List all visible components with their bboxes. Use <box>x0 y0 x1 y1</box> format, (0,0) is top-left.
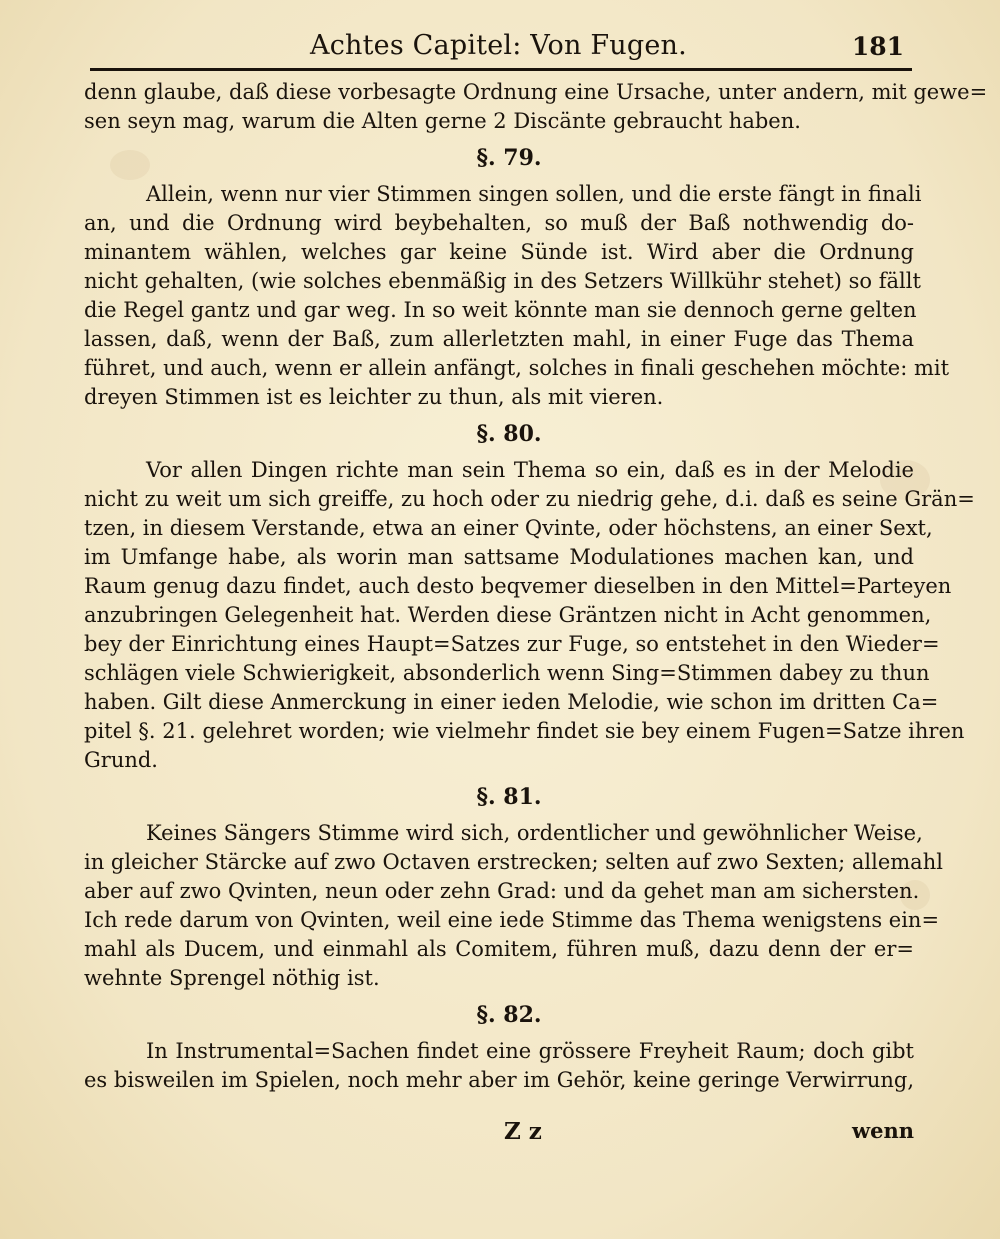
text-line: Vor allen Dingen richte man sein Thema so ein, daß es in der Melodie <box>146 458 914 482</box>
header-rule <box>90 68 912 71</box>
page-number: 181 <box>851 32 904 61</box>
section-number: §. 81. <box>476 784 542 810</box>
text-line: tzen, in diesem Verstande, etwa an einer Qvinte, oder höchstens, an einer Sext, <box>84 516 933 540</box>
running-title: Achtes Capitel: Von Fugen. <box>310 30 687 61</box>
catchword: wenn <box>852 1118 914 1143</box>
text-line: Ich rede darum von Qvinten, weil eine iede Stimme das Thema wenigstens ein= <box>84 908 940 932</box>
text-line: minantem wählen, welches gar keine Sünde ist. Wird aber die Ordnung <box>84 240 914 264</box>
text-line: nicht zu weit um sich greiffe, zu hoch oder zu niedrig gehe, d.i. daß es seine Grän= <box>84 487 975 511</box>
text-line: Raum genug dazu findet, auch desto beqvemer dieselben in den Mittel=Parteyen <box>84 574 952 598</box>
text-line: es bisweilen im Spielen, noch mehr aber im Gehör, keine geringe Verwirrung, <box>84 1068 914 1092</box>
text-line: an, und die Ordnung wird beybehalten, so muß der Baß nothwendig do- <box>84 211 914 235</box>
text-line: die Regel gantz und gar weg. In so weit könnte man sie dennoch gerne gelten <box>84 298 917 322</box>
text-line: aber auf zwo Qvinten, neun oder zehn Grad: und da gehet man am sichersten. <box>84 879 920 903</box>
text-line: pitel §. 21. gelehret worden; wie vielmehr findet sie bey einem Fugen=Satze ihren <box>84 719 965 743</box>
text-line: dreyen Stimmen ist es leichter zu thun, als mit vieren. <box>84 385 664 409</box>
text-line: führet, und auch, wenn er allein anfängt, solches in finali geschehen möchte: mit <box>84 356 950 380</box>
paragraph <box>84 180 950 412</box>
section-number: §. 79. <box>476 145 542 171</box>
section-number: §. 80. <box>476 421 542 447</box>
paragraph <box>84 78 988 136</box>
text-line: Grund. <box>84 748 158 772</box>
paragraph <box>84 456 975 775</box>
page-header <box>90 30 912 70</box>
text-line: lassen, daß, wenn der Baß, zum allerletzten mahl, in einer Fuge das Thema <box>84 327 914 351</box>
text-line: wehnte Sprengel nöthig ist. <box>84 966 380 990</box>
text-line: Allein, wenn nur vier Stimmen singen sollen, und die erste fängt in finali <box>146 182 922 206</box>
section-number: §. 82. <box>476 1002 542 1028</box>
text-line: in gleicher Stärcke auf zwo Octaven erstrecken; selten auf zwo Sexten; allemahl <box>84 850 943 874</box>
paragraph <box>84 1037 914 1095</box>
text-line: Keines Sängers Stimme wird sich, ordentlicher und gewöhnlicher Weise, <box>146 821 923 845</box>
text-line: nicht gehalten, (wie solches ebenmäßig in des Setzers Willkühr stehet) so fällt <box>84 269 921 293</box>
text-line: im Umfange habe, als worin man sattsame Modulationes machen kan, und <box>84 545 914 569</box>
text-line: denn glaube, daß diese vorbesagte Ordnung eine Ursache, unter andern, mit gewe= <box>84 80 988 104</box>
text-line: haben. Gilt diese Anmerckung in einer ieden Melodie, wie schon im dritten Ca= <box>84 690 939 714</box>
text-line: schlägen viele Schwierigkeit, absonderlich wenn Sing=Stimmen dabey zu thun <box>84 661 930 685</box>
paragraph <box>84 819 943 993</box>
text-line: anzubringen Gelegenheit hat. Werden diese Gräntzen nicht in Acht genommen, <box>84 603 932 627</box>
text-line: mahl als Ducem, und einmahl als Comitem, führen muß, dazu denn der er= <box>84 937 914 961</box>
page-body <box>84 78 988 1095</box>
text-line: bey der Einrichtung eines Haupt=Satzes zur Fuge, so entstehet in den Wieder= <box>84 632 940 656</box>
signature-mark: Z z <box>504 1118 542 1145</box>
text-line: sen seyn mag, warum die Alten gerne 2 Discänte gebraucht haben. <box>84 109 801 133</box>
page-footer <box>84 1118 914 1148</box>
text-line: In Instrumental=Sachen findet eine grössere Freyheit Raum; doch gibt <box>146 1039 914 1063</box>
